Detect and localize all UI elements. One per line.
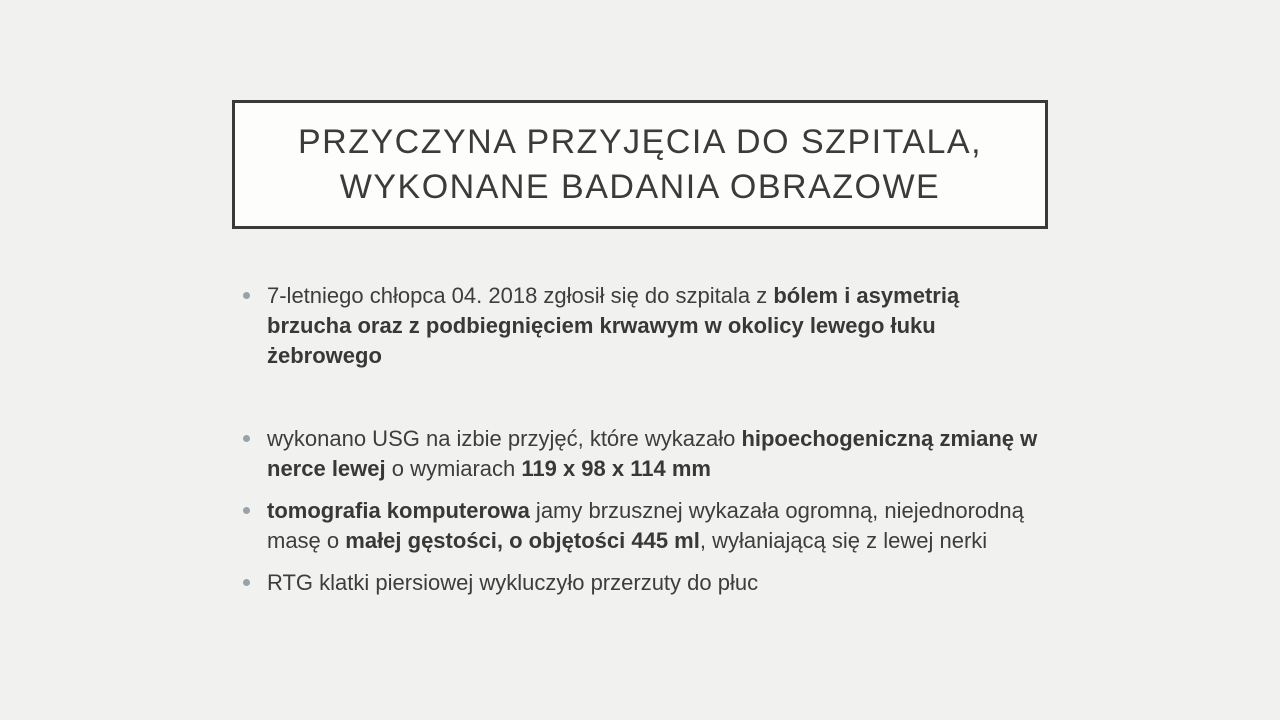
bullet-text: 7-letniego chłopca 04. 2018 zgłosił się do szpitala z bólem i asymetrią brzucha oraz z podbiegnięciem krwawym w okolicy lewego łuku żebrowego: [267, 283, 966, 368]
bullet-item: [243, 568, 1038, 598]
bullet-dot-icon: [243, 435, 250, 442]
bullet-item: [243, 281, 1038, 371]
bullet-text: wykonano USG na izbie przyjęć, które wykazało hipoechogeniczną zmianę w nerce lewej o wymiarach 119 x 98 x 114 mm: [267, 426, 1044, 481]
slide-title-line-1: PRZYCZYNA PRZYJĘCIA DO SZPITALA,: [297, 122, 983, 161]
slide-body: [243, 281, 1044, 610]
bullet-list: [243, 281, 1044, 598]
bullet-text: tomografia komputerowa jamy brzusznej wykazała ogromną, niejednorodną masę o małej gęstości, o objętości 445 ml, wyłaniającą się z lewej nerki: [267, 498, 1030, 553]
bullet-dot-icon: [243, 579, 250, 586]
bullet-item: [243, 424, 1044, 484]
bullet-dot-icon: [243, 292, 250, 299]
slide-title-line-2: WYKONANE BADANIA OBRAZOWE: [339, 167, 941, 206]
bullet-item: [243, 496, 1038, 556]
bullet-dot-icon: [243, 507, 250, 514]
slide-title-box: [232, 100, 1048, 229]
bullet-text: RTG klatki piersiowej wykluczyło przerzuty do płuc: [267, 570, 759, 595]
